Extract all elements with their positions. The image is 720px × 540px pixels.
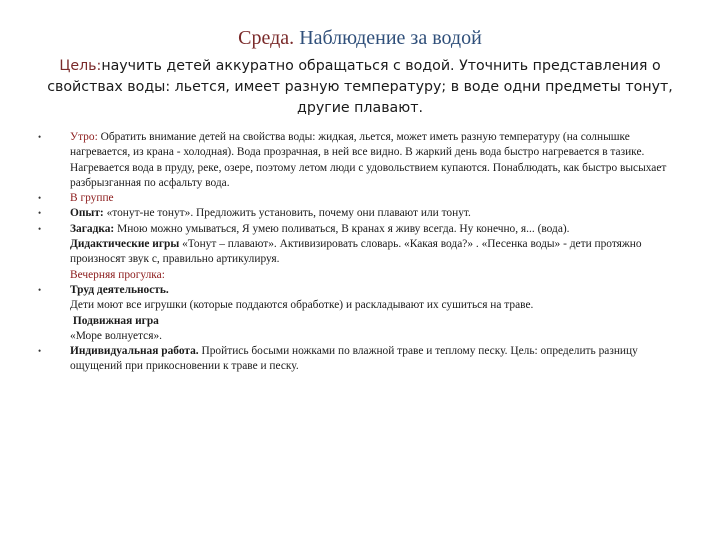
- morning-text: Обратить внимание детей на свойства воды: жидкая, льется, может иметь разную температуру (на солнышке нагревается, из крана - холодная). Вода прозрачная, в ней все видно. В жаркий день вода быстро нагревается в тазике. Нагревается вода в пруду, реке, озере, поэтому летом люди с удовольствием купаются. Понаблюдать, как быстро высыхает разбрызганная по асфальту вода.: [70, 131, 667, 189]
- list-item-experiment: [38, 206, 688, 221]
- bullet-icon: •: [38, 284, 42, 295]
- title-day: Среда.: [238, 27, 295, 49]
- list-item-morning: [38, 130, 688, 191]
- experiment-label: Опыт:: [70, 207, 104, 220]
- labor-text: Дети моют все игрушки (которые поддаются обработке) и раскладывают их сушиться на траве.: [70, 299, 534, 312]
- outdoor-game-text: «Море волнуется».: [70, 329, 163, 342]
- goal-paragraph: [24, 56, 696, 119]
- list-item-riddle: [38, 222, 688, 283]
- slide-title: [0, 24, 720, 52]
- activity-list: [38, 130, 688, 375]
- list-item-labor: [38, 283, 688, 344]
- goal-text: научить детей аккуратно обращаться с водой. Уточнить представления о свойствах воды: льется, имеет разную температуру; в воде одни предметы тонут, другие плавают.: [47, 58, 673, 116]
- labor-label: Труд деятельность.: [70, 283, 169, 296]
- title-topic: Наблюдение за водой: [294, 27, 482, 49]
- individual-label: Индивидуальная работа.: [70, 345, 199, 358]
- riddle-label: Загадка:: [70, 222, 115, 235]
- outdoor-game-label: Подвижная игра: [72, 314, 159, 327]
- goal-label: Цель:: [59, 58, 102, 74]
- games-text: «Тонут – плавают». Активизировать словарь. «Какая вода?» . «Песенка воды» - дети протяжно произносят звук с, правильно артикулируя.: [70, 238, 642, 266]
- walk-label: Вечерняя прогулка:: [70, 268, 165, 281]
- individual-text: Пройтись босыми ножками по влажной траве и теплому песку. Цель: определить разницу ощущений при прикосновении к траве и песку.: [70, 345, 638, 373]
- bullet-icon: •: [38, 208, 42, 219]
- riddle-text: Мною можно умываться, Я умею поливаться, В кранах я живу всегда. Ну конечно, я... (вода).: [114, 222, 570, 235]
- morning-label: Утро:: [70, 131, 98, 143]
- bullet-icon: •: [38, 193, 42, 204]
- bullet-icon: •: [38, 132, 42, 142]
- group-label: В группе: [70, 192, 114, 205]
- bullet-icon: •: [38, 223, 42, 234]
- list-item-group: [38, 191, 688, 206]
- list-item-individual: [38, 344, 688, 375]
- games-label: Дидактические игры: [70, 238, 180, 251]
- bullet-icon: •: [38, 346, 42, 357]
- experiment-text: «тонут-не тонут». Предложить установить, почему они плавают или тонут.: [103, 207, 471, 220]
